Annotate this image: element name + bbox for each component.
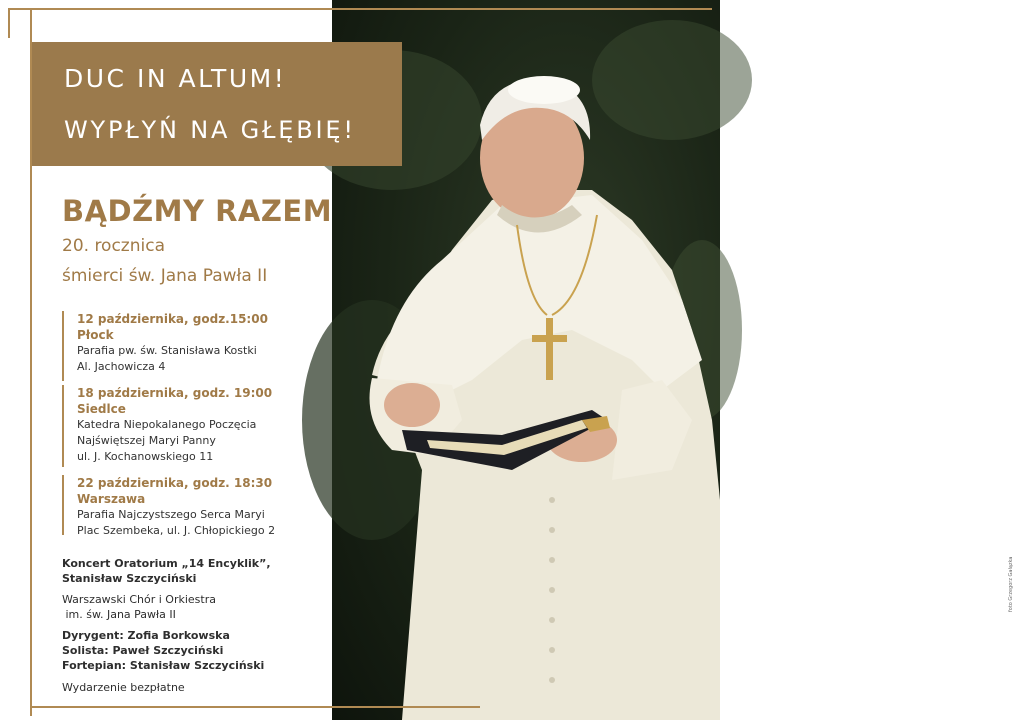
concert-title: Koncert Oratorium „14 Encyklik”, [62, 557, 271, 570]
event-address: Plac Szembeka, ul. J. Chłopickiego 2 [77, 524, 276, 537]
concert-composer: Stanisław Szczyciński [62, 572, 197, 585]
event-venue: Parafia pw. św. Stanisława Kostki [77, 344, 257, 357]
header-band [32, 42, 402, 166]
photo-credit: foto Grzegorz Gałązka [1008, 556, 1014, 612]
subtitle-anniversary: 20. rocznica [62, 236, 165, 256]
event-date: 22 października, godz. 18:30 [77, 476, 273, 490]
event-item-plock [62, 311, 337, 381]
event-venue-continued: Najświętszej Maryi Panny [77, 434, 216, 447]
event-venue: Katedra Niepokalanego Poczęcia [77, 418, 257, 431]
event-address: ul. J. Kochanowskiego 11 [77, 450, 214, 463]
frame-bottom-line [30, 706, 480, 708]
conductor: Dyrygent: Zofia Borkowska [62, 629, 230, 642]
event-city: Warszawa [77, 492, 146, 506]
subtitle-occasion: śmierci św. Jana Pawła II [62, 266, 268, 286]
event-title: BĄDŹMY RAZEM [62, 194, 333, 228]
free-entry-note: Wydarzenie bezpłatne [62, 681, 185, 694]
event-date: 18 października, godz. 19:00 [77, 386, 273, 400]
frame-corner-line [8, 8, 10, 38]
choir-info [62, 592, 216, 622]
concert-info [62, 556, 271, 586]
event-address: Al. Jachowicza 4 [77, 360, 166, 373]
header-motto-translation: WYPŁYŃ NA GŁĘBIĘ! [64, 116, 356, 144]
event-city: Siedlce [77, 402, 126, 416]
event-date: 12 października, godz.15:00 [77, 312, 268, 326]
frame-top-line [8, 8, 712, 10]
pianist: Fortepian: Stanisław Szczyciński [62, 659, 265, 672]
event-venue: Parafia Najczystszego Serca Maryi [77, 508, 265, 521]
choir-patron: im. św. Jana Pawła II [62, 608, 176, 621]
event-city: Płock [77, 328, 114, 342]
event-item-siedlce [62, 385, 337, 467]
header-motto: DUC IN ALTUM! [64, 64, 287, 93]
choir-name: Warszawski Chór i Orkiestra [62, 593, 216, 606]
soloist: Solista: Paweł Szczyciński [62, 644, 224, 657]
performers-info [62, 628, 264, 673]
event-item-warszawa [62, 475, 337, 535]
